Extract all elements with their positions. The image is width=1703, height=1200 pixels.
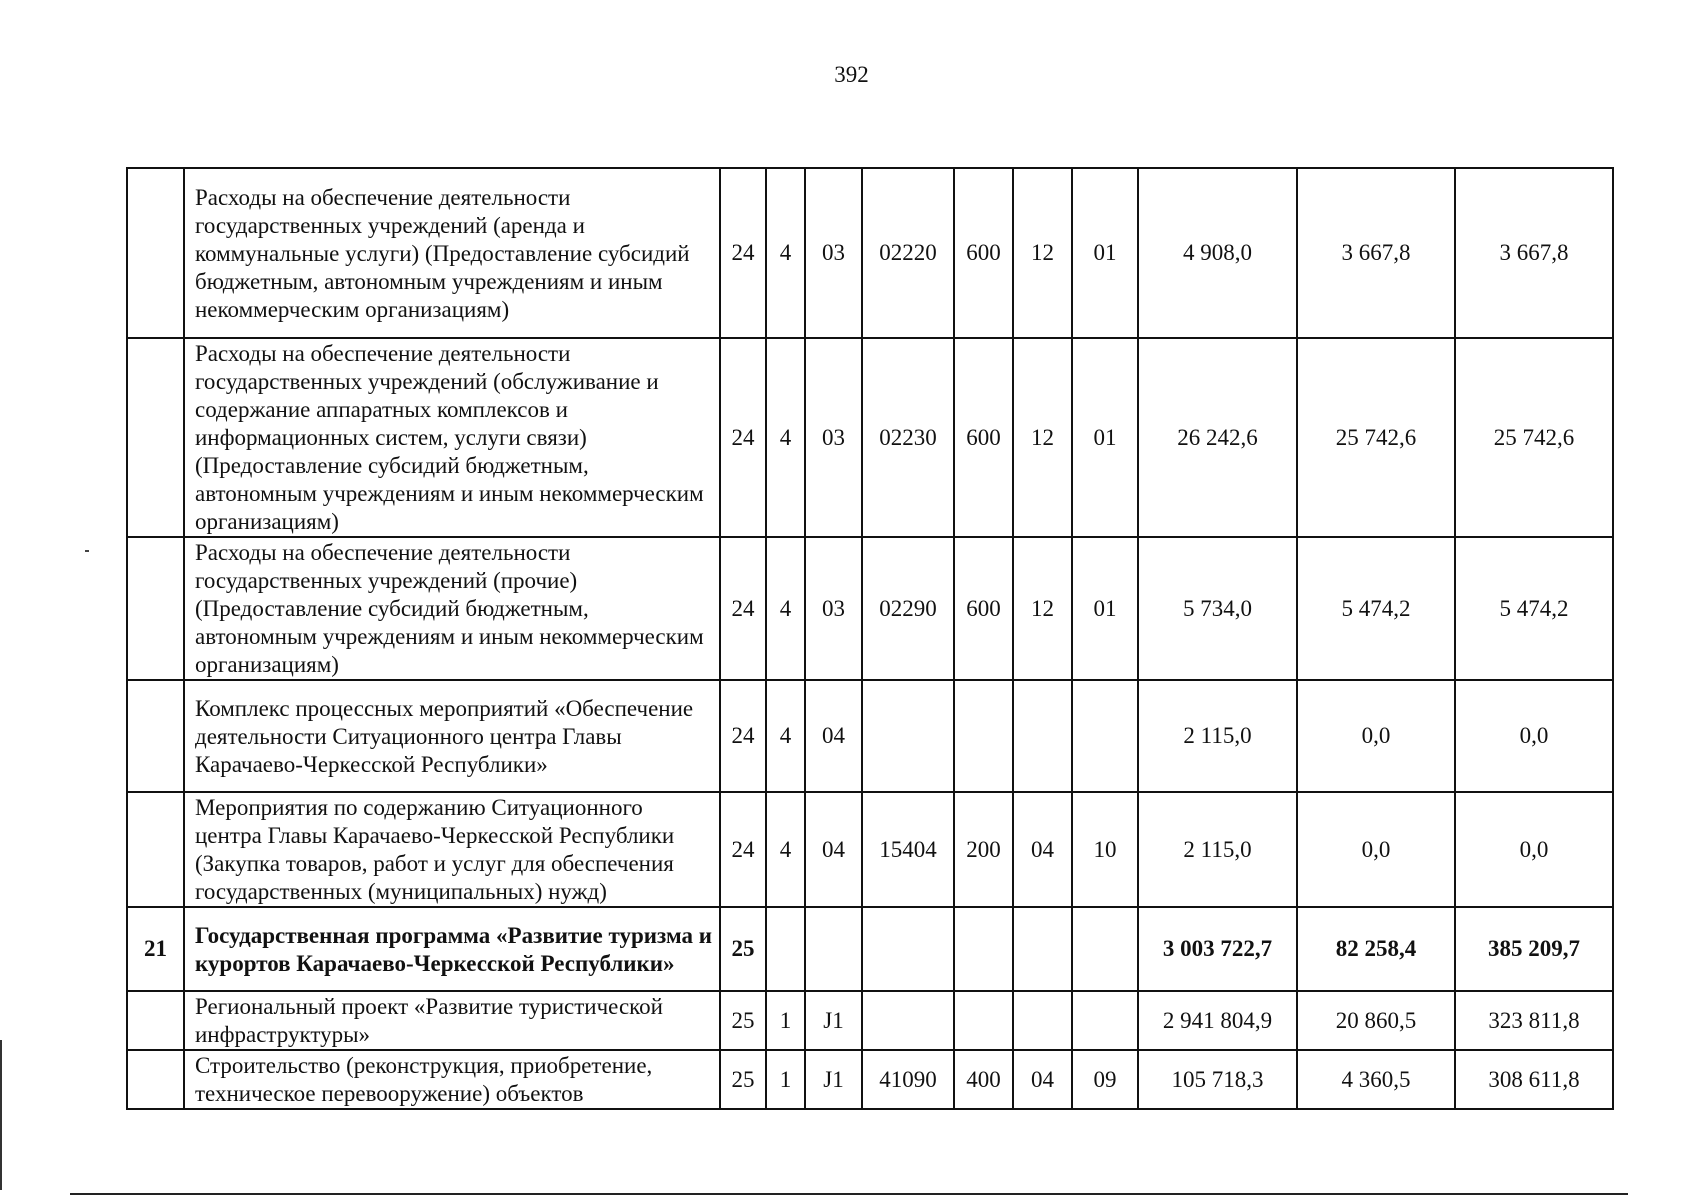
code-7: 01	[1072, 338, 1138, 537]
table-row	[127, 680, 1613, 792]
value-1: 5 734,0	[1138, 537, 1297, 680]
value-3: 3 667,8	[1455, 168, 1613, 338]
row-name: Строительство (реконструкция, приобретение, техническое перевооружение) объектов	[184, 1050, 720, 1109]
code-5: 600	[954, 168, 1013, 338]
code-1: 24	[720, 537, 766, 680]
code-7	[1072, 680, 1138, 792]
value-3: 323 811,8	[1455, 991, 1613, 1050]
bottom-divider	[70, 1193, 1628, 1195]
scan-margin-line	[0, 1040, 2, 1190]
code-1: 25	[720, 907, 766, 991]
value-2: 25 742,6	[1297, 338, 1455, 537]
code-2	[766, 907, 805, 991]
code-4	[862, 991, 954, 1050]
code-6: 04	[1013, 1050, 1072, 1109]
code-4	[862, 680, 954, 792]
value-2: 4 360,5	[1297, 1050, 1455, 1109]
table-row	[127, 168, 1613, 338]
value-2: 0,0	[1297, 792, 1455, 907]
table-row	[127, 338, 1613, 537]
row-name: Расходы на обеспечение деятельности государственных учреждений (обслуживание и содержание аппаратных комплексов и информационных систем, услуги связи) (Предоставление субсидий бюджетным, автономным учреждениям и иным некоммерческим организациям)	[184, 338, 720, 537]
value-1: 4 908,0	[1138, 168, 1297, 338]
value-3: 25 742,6	[1455, 338, 1613, 537]
code-5: 200	[954, 792, 1013, 907]
code-4: 41090	[862, 1050, 954, 1109]
row-number	[127, 537, 184, 680]
code-4: 15404	[862, 792, 954, 907]
row-name: Государственная программа «Развитие туризма и курортов Карачаево-Черкесской Республики»	[184, 907, 720, 991]
code-5: 600	[954, 338, 1013, 537]
code-5	[954, 680, 1013, 792]
row-number	[127, 338, 184, 537]
value-1: 26 242,6	[1138, 338, 1297, 537]
code-5: 600	[954, 537, 1013, 680]
code-1: 25	[720, 1050, 766, 1109]
code-1: 24	[720, 680, 766, 792]
row-name: Расходы на обеспечение деятельности государственных учреждений (аренда и коммунальные услуги) (Предоставление субсидий бюджетным, автономным учреждениям и иным некоммерческим организациям)	[184, 168, 720, 338]
table-row	[127, 991, 1613, 1050]
code-4: 02220	[862, 168, 954, 338]
code-2: 4	[766, 792, 805, 907]
code-5	[954, 907, 1013, 991]
code-7: 10	[1072, 792, 1138, 907]
value-1: 2 941 804,9	[1138, 991, 1297, 1050]
code-7	[1072, 907, 1138, 991]
table-row	[127, 792, 1613, 907]
value-2: 20 860,5	[1297, 991, 1455, 1050]
code-2: 4	[766, 537, 805, 680]
code-7	[1072, 991, 1138, 1050]
value-1: 2 115,0	[1138, 792, 1297, 907]
row-name: Расходы на обеспечение деятельности государственных учреждений (прочие) (Предоставление субсидий бюджетным, автономным учреждениям и иным некоммерческим организациям)	[184, 537, 720, 680]
code-2: 4	[766, 168, 805, 338]
code-1: 25	[720, 991, 766, 1050]
code-5	[954, 991, 1013, 1050]
budget-table	[126, 167, 1614, 1110]
value-3: 385 209,7	[1455, 907, 1613, 991]
code-6	[1013, 991, 1072, 1050]
table-row	[127, 537, 1613, 680]
code-6	[1013, 680, 1072, 792]
code-7: 01	[1072, 168, 1138, 338]
row-number	[127, 991, 184, 1050]
code-6: 04	[1013, 792, 1072, 907]
value-1: 105 718,3	[1138, 1050, 1297, 1109]
code-1: 24	[720, 338, 766, 537]
code-3: 03	[805, 537, 862, 680]
value-2: 82 258,4	[1297, 907, 1455, 991]
row-number	[127, 680, 184, 792]
table-row	[127, 907, 1613, 991]
code-3: 04	[805, 680, 862, 792]
code-6: 12	[1013, 168, 1072, 338]
value-3: 0,0	[1455, 680, 1613, 792]
code-6	[1013, 907, 1072, 991]
value-1: 2 115,0	[1138, 680, 1297, 792]
code-4: 02230	[862, 338, 954, 537]
value-3: 0,0	[1455, 792, 1613, 907]
code-4	[862, 907, 954, 991]
value-3: 5 474,2	[1455, 537, 1613, 680]
code-1: 24	[720, 168, 766, 338]
code-4: 02290	[862, 537, 954, 680]
code-2: 1	[766, 991, 805, 1050]
code-7: 09	[1072, 1050, 1138, 1109]
scan-artifact	[85, 550, 89, 552]
code-2: 4	[766, 338, 805, 537]
code-3: 04	[805, 792, 862, 907]
code-1: 24	[720, 792, 766, 907]
row-number	[127, 168, 184, 338]
row-number	[127, 1050, 184, 1109]
value-2: 0,0	[1297, 680, 1455, 792]
table-row	[127, 1050, 1613, 1109]
code-3: 03	[805, 168, 862, 338]
row-number	[127, 792, 184, 907]
code-3	[805, 907, 862, 991]
value-3: 308 611,8	[1455, 1050, 1613, 1109]
code-2: 4	[766, 680, 805, 792]
row-number: 21	[127, 907, 184, 991]
code-7: 01	[1072, 537, 1138, 680]
row-name: Региональный проект «Развитие туристической инфраструктуры»	[184, 991, 720, 1050]
page-number: 392	[834, 62, 869, 87]
code-5: 400	[954, 1050, 1013, 1109]
value-1: 3 003 722,7	[1138, 907, 1297, 991]
code-3: J1	[805, 1050, 862, 1109]
code-2: 1	[766, 1050, 805, 1109]
value-2: 5 474,2	[1297, 537, 1455, 680]
value-2: 3 667,8	[1297, 168, 1455, 338]
row-name: Комплекс процессных мероприятий «Обеспечение деятельности Ситуационного центра Главы Карачаево-Черкесской Республики»	[184, 680, 720, 792]
code-6: 12	[1013, 338, 1072, 537]
code-3: J1	[805, 991, 862, 1050]
row-name: Мероприятия по содержанию Ситуационного центра Главы Карачаево-Черкесской Республики (Закупка товаров, работ и услуг для обеспечения государственных (муниципальных) нужд)	[184, 792, 720, 907]
code-6: 12	[1013, 537, 1072, 680]
code-3: 03	[805, 338, 862, 537]
